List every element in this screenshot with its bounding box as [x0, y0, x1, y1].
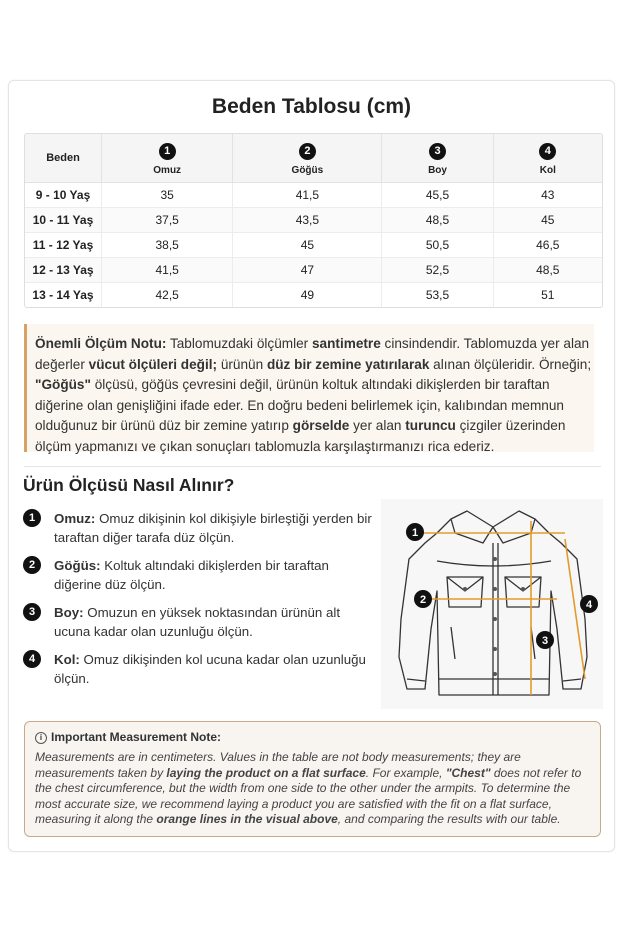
number-badge-2: 2 — [23, 556, 41, 574]
howto-heading: Ürün Ölçüsü Nasıl Alınır? — [23, 475, 235, 495]
size-table — [24, 133, 603, 308]
header-omuz: 1 Omuz — [102, 134, 233, 183]
table-cell: 49 — [233, 283, 382, 308]
diagram-label-3: 3 — [541, 635, 549, 647]
step-kol: 4 Kol: Omuz dikişinden kol ucuna kadar olan uzunluğu ölçün. — [23, 650, 373, 688]
size-cell: 13 - 14 Yaş — [25, 283, 102, 308]
number-badge-4: 4 — [23, 650, 41, 668]
table-row — [25, 183, 602, 208]
step-omuz: 1 Omuz: Omuz dikişinin kol dikişiyle birleştiği yerden bir taraftan diğer tarafa düz ölçün. — [23, 509, 373, 547]
size-cell: 11 - 12 Yaş — [25, 233, 102, 258]
table-cell: 42,5 — [102, 283, 233, 308]
number-badge-3: 3 — [429, 143, 446, 160]
page-title: Beden Tablosu (cm) — [211, 95, 412, 118]
section-divider — [24, 466, 601, 467]
howto-steps — [23, 509, 373, 697]
table-cell: 48,5 — [493, 258, 602, 283]
header-gogus: 2 Göğüs — [233, 134, 382, 183]
jacket-measurement-diagram — [381, 499, 603, 709]
table-cell: 48,5 — [382, 208, 493, 233]
number-badge-1: 1 — [23, 509, 41, 527]
table-row — [25, 258, 602, 283]
table-row — [25, 208, 602, 233]
table-cell: 38,5 — [102, 233, 233, 258]
step-gogus: 2 Göğüs: Koltuk altındaki dikişlerden bir taraftan diğerine düz ölçün. — [23, 556, 373, 594]
measurement-note-tr: Önemli Ölçüm Notu: Tablomuzdaki ölçümler santimetre cinsindendir. Tablomuzda yer alan değerler vücut ölçüleri değil; ürünün düz bir zemine yatırılarak alınan ölçüleridir. Örneğin; "Göğüs" ölçüsü, göğüs çevresini değil, ürünün koltuk altındaki dikişlerden bir taraftan diğerine olan genişliğini ifade eder. En doğru bedeni belirlemek için, kalıbından memnun olduğunuz bir ürünü düz bir zemine yatırıp görselde yer alan turuncu çizgiler üzerinden ölçüm yapmanızı ve çıkan sonuçları tablomuzla karşılaştırmanızı rica ederiz. — [24, 324, 594, 452]
number-badge-2: 2 — [299, 143, 316, 160]
table-header-row — [25, 134, 602, 183]
table-cell: 45,5 — [382, 183, 493, 208]
size-chart-card — [8, 80, 615, 852]
table-cell: 50,5 — [382, 233, 493, 258]
number-badge-3: 3 — [23, 603, 41, 621]
table-cell: 43 — [493, 183, 602, 208]
table-cell: 47 — [233, 258, 382, 283]
header-beden: Beden — [25, 134, 102, 183]
english-note-heading: i Important Measurement Note: — [35, 730, 590, 745]
table-cell: 53,5 — [382, 283, 493, 308]
step-boy: 3 Boy: Omuzun en yüksek noktasından ürünün alt ucuna kadar olan uzunluğu ölçün. — [23, 603, 373, 641]
table-cell: 45 — [233, 233, 382, 258]
measurement-note-en — [24, 721, 601, 837]
english-note-body: Measurements are in centimeters. Values in the table are not body measurements; they are measurements taken by laying the product on a flat surface. For example, "Chest" does not refer to the chest circumference, but the width from one side to the other under the armpits. To determine the most accurate size, we recommend laying a product you are satisfied with the fit on a flat surface, measuring it along the orange lines in the visual above, and comparing the results with our table. — [35, 750, 582, 827]
size-cell: 12 - 13 Yaş — [25, 258, 102, 283]
diagram-label-4: 4 — [585, 599, 593, 611]
diagram-label-2: 2 — [419, 594, 427, 606]
header-kol: 4 Kol — [493, 134, 602, 183]
table-cell: 45 — [493, 208, 602, 233]
table-cell: 41,5 — [102, 258, 233, 283]
table-cell: 46,5 — [493, 233, 602, 258]
table-row — [25, 233, 602, 258]
number-badge-4: 4 — [539, 143, 556, 160]
table-cell: 51 — [541, 288, 555, 302]
table-cell: 43,5 — [233, 208, 382, 233]
table-cell: 35 — [102, 183, 233, 208]
table-cell: 52,5 — [382, 258, 493, 283]
table-row — [25, 283, 602, 308]
header-boy: 3 Boy — [382, 134, 493, 183]
diagram-label-1: 1 — [411, 527, 419, 539]
size-cell: 10 - 11 Yaş — [25, 208, 102, 233]
table-cell: 37,5 — [102, 208, 233, 233]
table-cell: 41,5 — [233, 183, 382, 208]
info-icon: i — [35, 732, 47, 744]
number-badge-1: 1 — [159, 143, 176, 160]
size-cell: 9 - 10 Yaş — [25, 183, 102, 208]
